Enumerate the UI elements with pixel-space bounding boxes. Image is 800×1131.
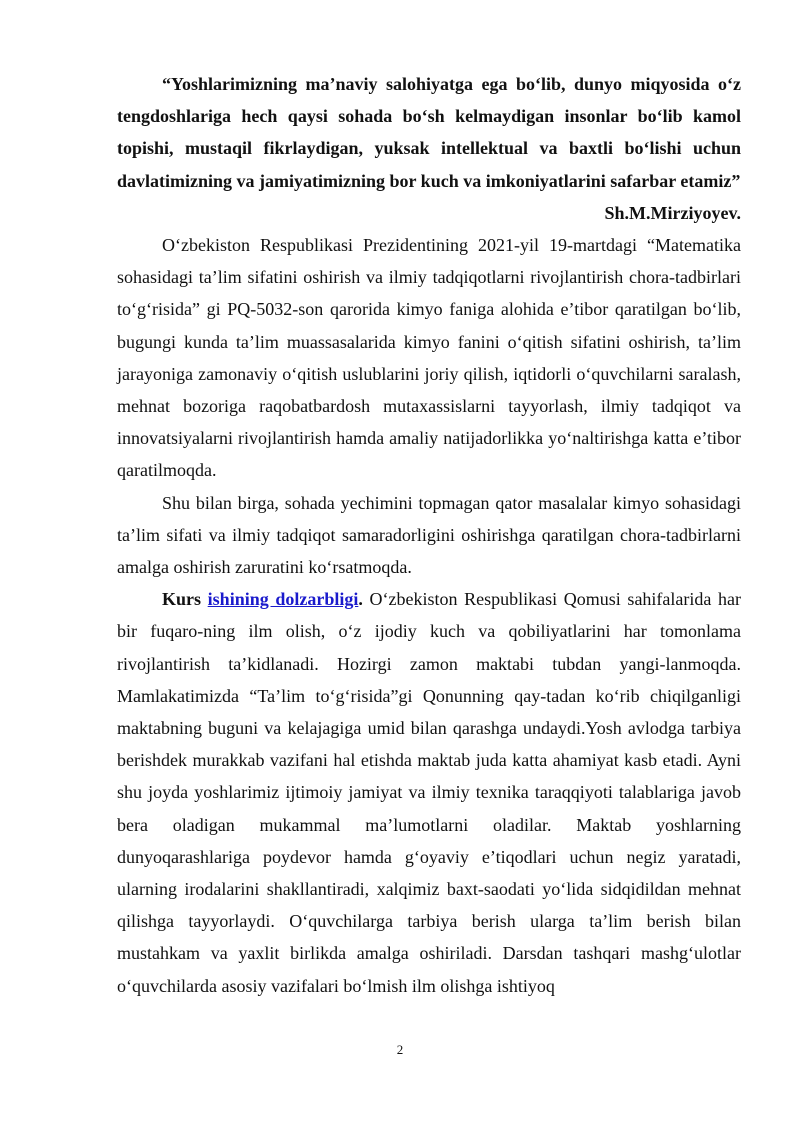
document-page [117, 68, 741, 1002]
paragraph-relevance [117, 583, 741, 1002]
paragraph-issues: Shu bilan birga, sohada yechimini topmagan qator masalalar kimyo sohasidagi ta’lim sifati va ilmiy tadqiqot samaradorligini oshirishga qaratilgan chora-tadbirlarni amalga oshirish zaruratini ko‘rsatmoqda. [117, 492, 741, 578]
paragraph-decree: O‘zbekiston Respublikasi Prezidentining 2021-yil 19-martdagi “Matematika sohasidagi ta’lim sifatini oshirish va ilmiy tadqiqotlarni rivojlantirish chora-tadbirlari to‘g‘risida” gi PQ-5032-son qarorida kimyo faniga alohida e’tibor qaratilgan bo‘lib, bugungi kunda ta’lim muassasalarida kimyo fanini o‘qitish sifatini oshirish, ta’lim jarayoniga zamonaviy o‘qitish uslublarini joriy qilish, iqtidorli o‘quvchilarni saralash, mehnat bozoriga raqobatbardosh mutaxassislarni tayyorlash, ilmiy tadqiqot va innovatsiyalarni rivojlantirish hamda amaliy natijadorlikka yo‘naltirishga katta e’tibor qaratilmoqda. [117, 235, 741, 481]
relevance-body: O‘zbekiston Respublikasi Qomusi sahifalarida har bir fuqaro-ning ilm olish, o‘z ijodiy kuch va qobiliyatlarini har tomonlama rivojlantirish ta’kidlanadi. Hozirgi zamon maktabi tubdan yangi-lanmoqda. Mamlakatimizda “Ta’lim to‘g‘risida”gi Qonunning qay-tadan ko‘rib chiqilganligi maktabning buguni va kelajagiga umid bilan qarashga undaydi.Yosh avlodga tarbiya berishdek murakkab vazifani hal etishda maktab juda katta ahamiyat kasb etadi. Ayni shu joyda yoshlarimiz ijtimoiy jamiyat va ilmiy texnika taraqqiyoti talablariga javob bera oladigan mukammal ma’lumotlarni oladilar. Maktab yoshlarning dunyoqarashlariga poydevor hamda g‘oyaviy e’tiqodlari uchun negiz yaratadi, ularning irodalarini shakllantiradi, xalqimiz baxt-saodati yo‘lida sidqidildan mehnat qilishga tayyorlaydi. O‘quvchilarga tarbiya berish ularga ta’lim berish bilan mustahkam va yaxlit birlikda amalga oshiriladi. Darsdan tashqari mashg‘ulotlar o‘quvchilarda asosiy vazifalari bo‘lmish ilm olishga ishtiyoq [117, 589, 742, 996]
epigraph-quote: “Yoshlarimizning ma’naviy salohiyatga ega bo‘lib, dunyo miqyosida o‘z tengdoshlariga hech qaysi sohada bo‘sh kelmaydigan insonlar bo‘lib kamol topishi, mustaqil fikrlaydigan, yuksak intellektual va baxtli bo‘lishi uchun davlatimizning va jamiyatimizning bor kuch va imkoniyatlarini safarbar etamiz” [117, 74, 741, 191]
epigraph-author: Sh.M.Mirziyoyev. [604, 202, 741, 223]
relevance-dot: . [358, 589, 363, 610]
relevance-lead: Kurs [162, 589, 202, 610]
page-number: 2 [396, 1042, 404, 1057]
relevance-link[interactable]: ishining dolzarbligi [207, 589, 359, 610]
